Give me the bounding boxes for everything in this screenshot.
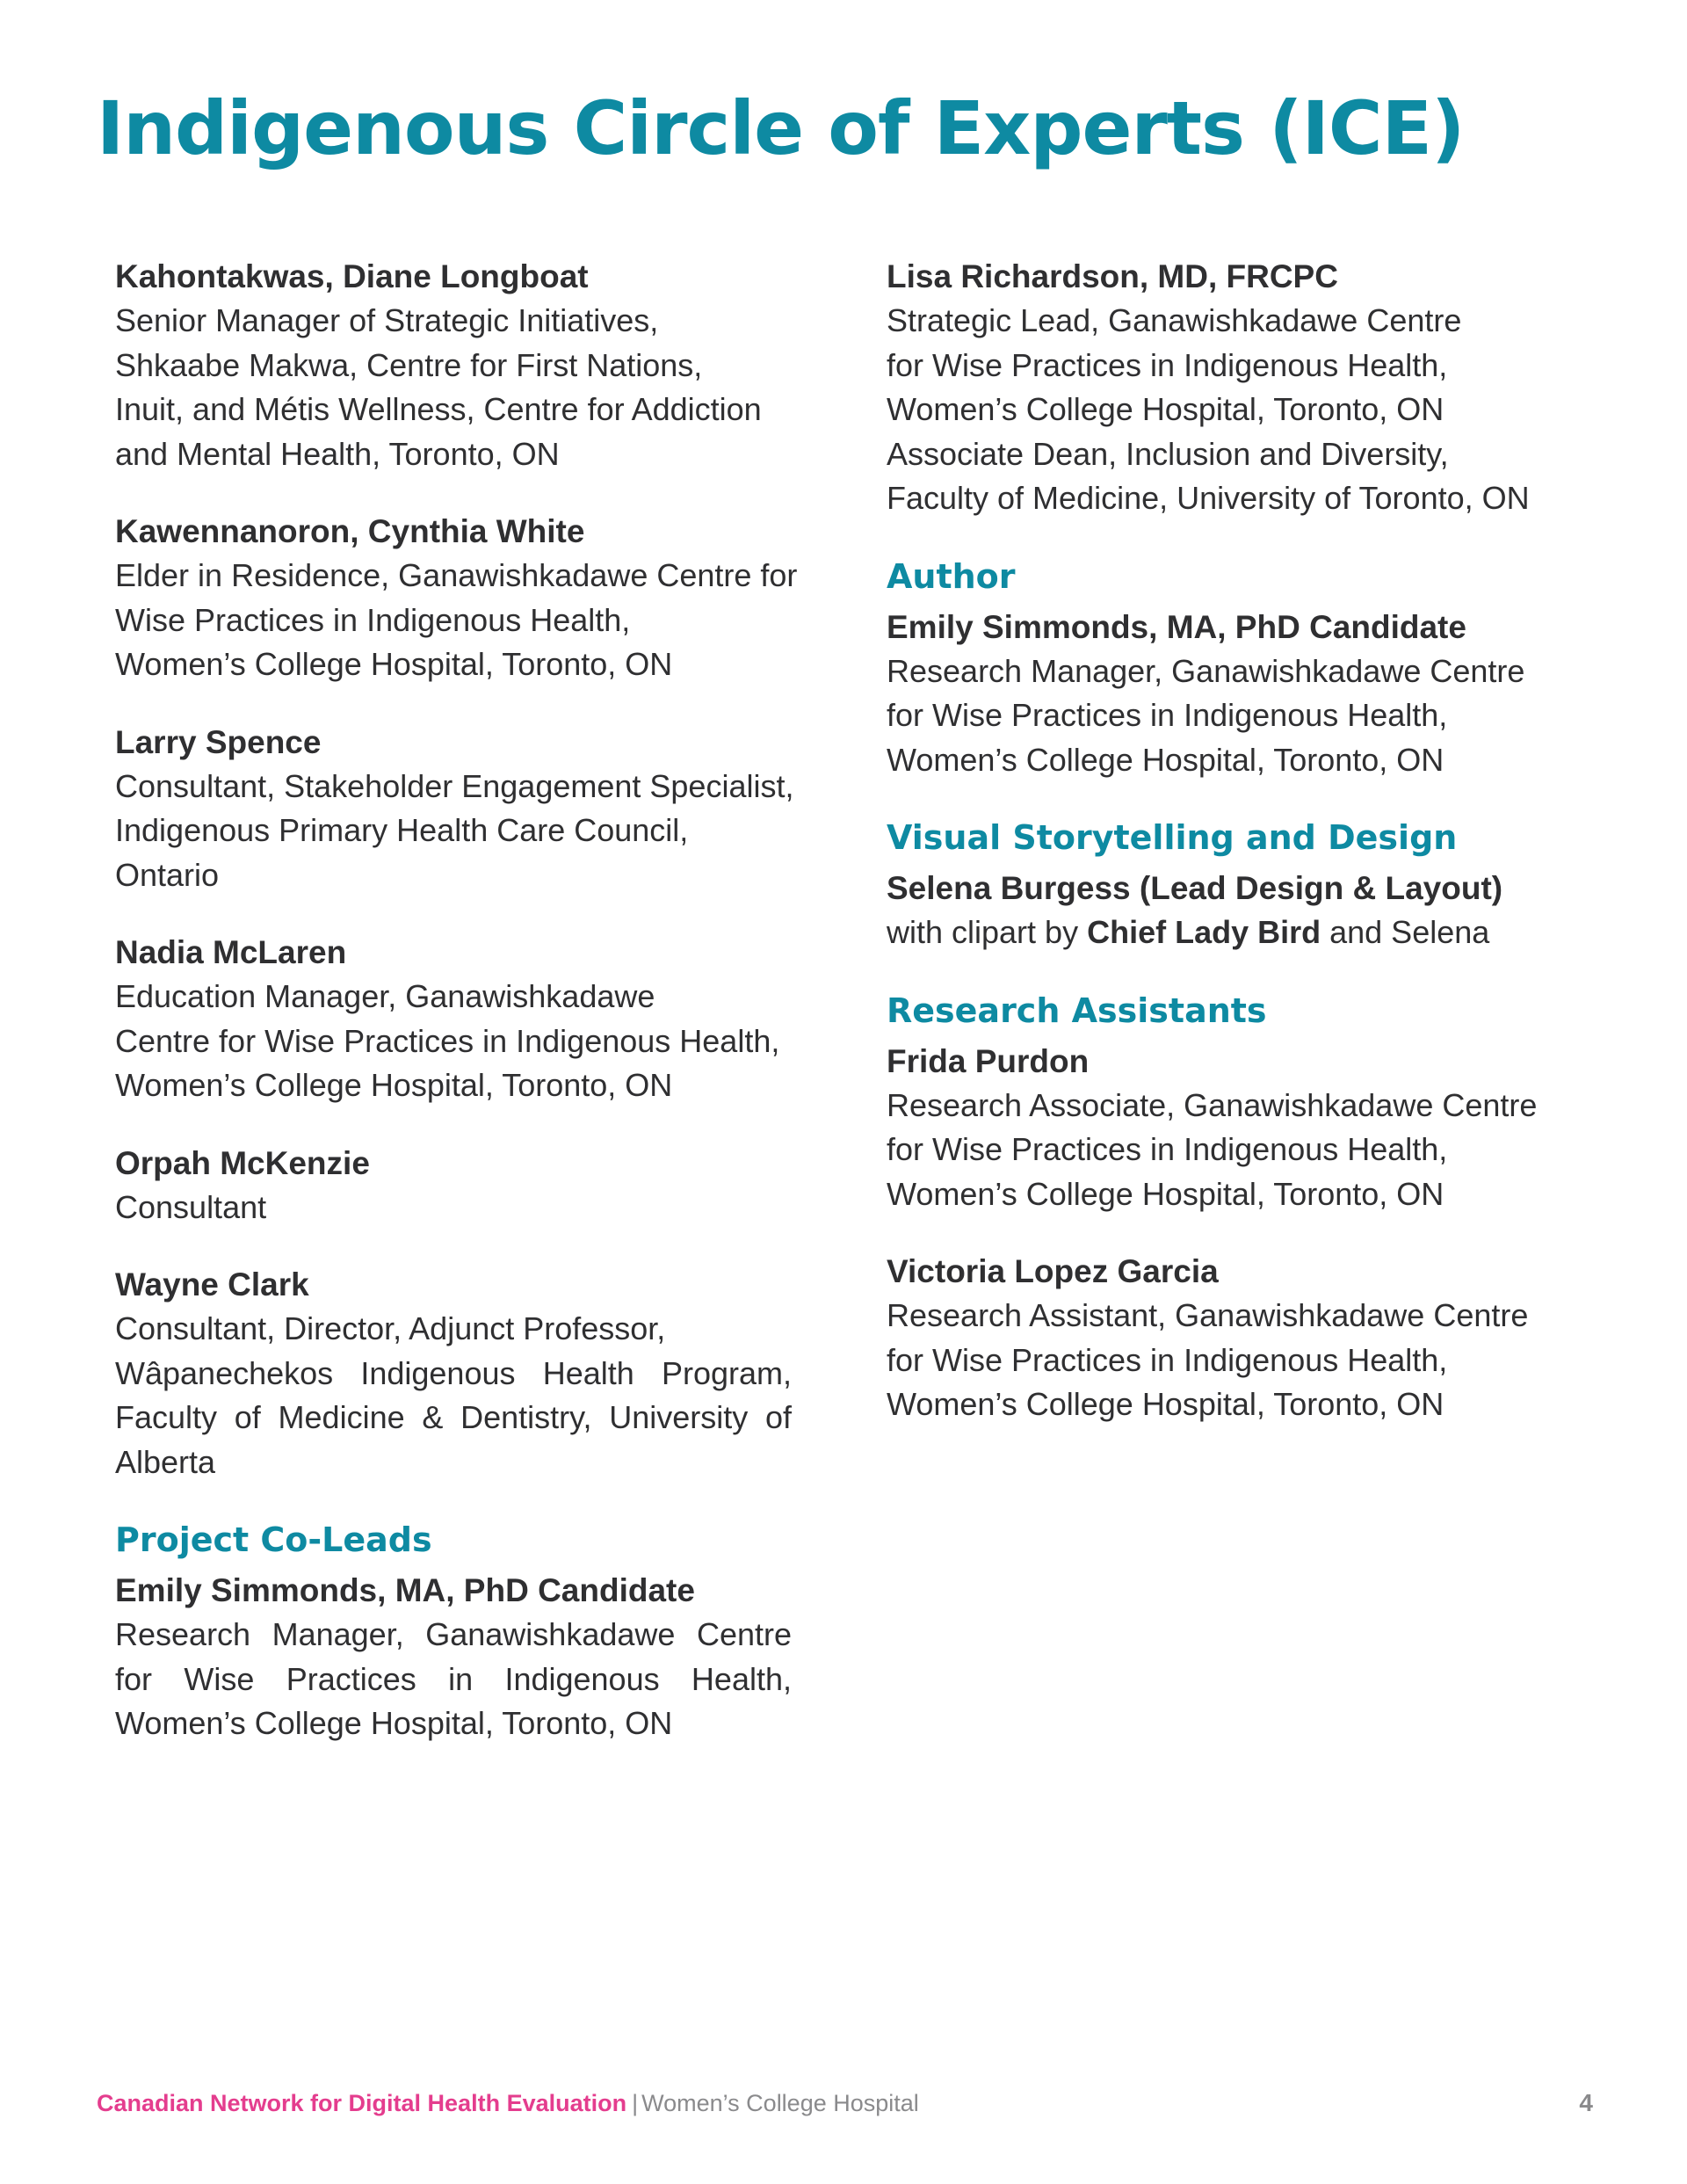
member-detail-line: Centre for Wise Practices in Indigenous Health, (115, 1022, 780, 1059)
member-name: Frida Purdon (887, 1042, 1090, 1079)
member-detail-line: Education Manager, Ganawishkadawe (115, 978, 655, 1014)
footer-organization: Canadian Network for Digital Health Evaluation (97, 2090, 627, 2116)
member-detail-line: Consultant, Stakeholder Engagement Specialist, (115, 767, 794, 804)
member-entry (887, 255, 1589, 521)
member-detail-paragraph: Research Manager, Ganawishkadawe Centre for Wise Practices in Indigenous Health, Women’s College Hospital, Toronto, ON (115, 1616, 792, 1741)
member-detail-line: Women’s College Hospital, Toronto, ON (887, 391, 1444, 427)
member-detail-line: Women’s College Hospital, Toronto, ON (887, 1175, 1444, 1212)
member-detail-line: and Mental Health, Toronto, ON (115, 435, 560, 472)
member-name: Wayne Clark (115, 1266, 309, 1302)
assistants-section (887, 989, 1589, 1217)
member-detail-line: Wise Practices in Indigenous Health, (115, 601, 631, 638)
author-section (887, 555, 1589, 783)
member-detail-line: for Wise Practices in Indigenous Health, (887, 697, 1448, 733)
page-number: 4 (1579, 2089, 1593, 2116)
co-leads-section (115, 1518, 792, 1746)
member-entry (115, 510, 798, 687)
member-detail-line: Shkaabe Makwa, Centre for First Nations, (115, 346, 703, 383)
credit-artist: Chief Lady Bird (1087, 914, 1321, 950)
footer-separator: | (632, 2090, 639, 2116)
member-detail-line: Associate Dean, Inclusion and Diversity, (887, 435, 1449, 472)
member-detail-line: Women’s College Hospital, Toronto, ON (115, 1067, 673, 1103)
member-name: Lisa Richardson, MD, FRCPC (887, 258, 1338, 294)
member-entry (115, 1263, 792, 1484)
member-detail-line: Research Assistant, Ganawishkadawe Centre (887, 1297, 1529, 1333)
right-column (887, 255, 1589, 1461)
member-entry (115, 721, 792, 898)
page-footer (97, 2087, 919, 2119)
member-detail-line: Consultant, Director, Adjunct Professor, (115, 1310, 666, 1346)
member-detail-line: Women’s College Hospital, Toronto, ON (887, 1386, 1444, 1422)
member-name: Kawennanoron, Cynthia White (115, 513, 585, 549)
credit-suffix: and Selena (1321, 914, 1490, 950)
member-detail-line: Research Manager, Ganawishkadawe Centre (887, 652, 1525, 689)
member-detail-line: Inuit, and Métis Wellness, Centre for Addiction (115, 391, 762, 427)
member-name: Emily Simmonds, MA, PhD Candidate (887, 608, 1466, 645)
member-detail-line: Women’s College Hospital, Toronto, ON (115, 646, 673, 682)
member-entry (115, 931, 792, 1108)
member-entry (115, 255, 792, 476)
member-name: Selena Burgess (Lead Design & Layout) (887, 870, 1503, 906)
member-name: Victoria Lopez Garcia (887, 1253, 1219, 1289)
member-entry (115, 1142, 792, 1230)
member-detail-line: Faculty of Medicine, University of Toronto, ON (887, 480, 1530, 516)
section-heading: Project Co-Leads (115, 1520, 432, 1559)
page-title: Indigenous Circle of Experts (ICE) (97, 85, 1465, 171)
member-detail-line: Women’s College Hospital, Toronto, ON (887, 741, 1444, 778)
member-entry (887, 1250, 1589, 1427)
section-heading: Author (887, 556, 1016, 596)
member-name: Kahontakwas, Diane Longboat (115, 258, 589, 294)
member-name: Nadia McLaren (115, 934, 347, 970)
footer-hospital: Women’s College Hospital (641, 2090, 919, 2116)
member-detail-line: Strategic Lead, Ganawishkadawe Centre (887, 302, 1462, 338)
member-detail-line: Consultant (115, 1188, 267, 1225)
member-name: Emily Simmonds, MA, PhD Candidate (115, 1572, 695, 1608)
member-detail-line: Indigenous Primary Health Care Council, (115, 812, 689, 848)
member-detail-line: Research Associate, Ganawishkadawe Centre (887, 1086, 1538, 1123)
member-detail-paragraph: Wâpanechekos Indigenous Health Program, Faculty of Medicine & Dentistry, University of Alberta (115, 1354, 792, 1480)
member-detail-line: for Wise Practices in Indigenous Health, (887, 1341, 1448, 1378)
section-heading: Research Assistants (887, 990, 1267, 1030)
member-detail-line: for Wise Practices in Indigenous Health, (887, 346, 1448, 383)
member-detail-line: Elder in Residence, Ganawishkadawe Centre for (115, 557, 798, 593)
member-detail-line: Ontario (115, 856, 220, 893)
credit-prefix: with clipart by (887, 914, 1088, 950)
member-detail-line: Senior Manager of Strategic Initiatives, (115, 302, 659, 338)
member-name: Larry Spence (115, 723, 322, 760)
member-name: Orpah McKenzie (115, 1144, 370, 1181)
design-credit-line (887, 911, 1589, 955)
member-detail-line: for Wise Practices in Indigenous Health, (887, 1131, 1448, 1167)
left-column (115, 255, 798, 1780)
section-heading: Visual Storytelling and Design (887, 818, 1458, 857)
design-section (887, 816, 1589, 955)
